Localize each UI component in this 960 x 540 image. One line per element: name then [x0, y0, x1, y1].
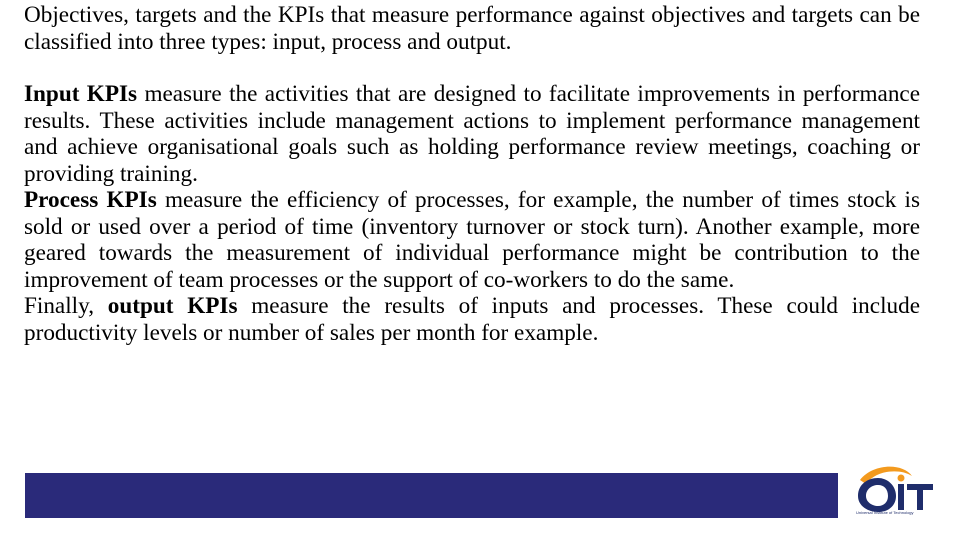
- input-kpis-term: Input KPIs: [24, 81, 138, 107]
- output-kpis-lead: Finally,: [24, 293, 108, 319]
- footer-bar: [25, 473, 838, 518]
- output-kpis-paragraph: [24, 293, 920, 346]
- output-kpis-text: measure the results of inputs and processes. These could include productivity levels or number of sales per month for example.: [24, 293, 920, 346]
- process-kpis-term: Process KPIs: [24, 187, 157, 213]
- logo-tagline: Universal Institute of Technology: [856, 510, 914, 515]
- output-kpis-term: output KPIs: [107, 293, 238, 319]
- process-kpis-paragraph: [24, 187, 920, 293]
- intro-paragraph: Objectives, targets and the KPIs that measure performance against objectives and targets can be classified into three types: input, process and output.: [24, 2, 920, 55]
- input-kpis-paragraph: [24, 81, 920, 187]
- input-kpis-text: measure the activities that are designed to facilitate improvements in performance results. These activities include management actions to implement performance management and achieve organisational goals such as holding performance review meetings, coaching or providing training.: [24, 81, 920, 187]
- process-kpis-text: measure the efficiency of processes, for example, the number of times stock is sold or used over a period of time (inventory turnover or stock turn). Another example, more geared towards the measurement of individual performance might be contribution to the improvement of team processes or the support of co-workers to do the same.: [24, 187, 920, 293]
- slide-body: [24, 2, 920, 346]
